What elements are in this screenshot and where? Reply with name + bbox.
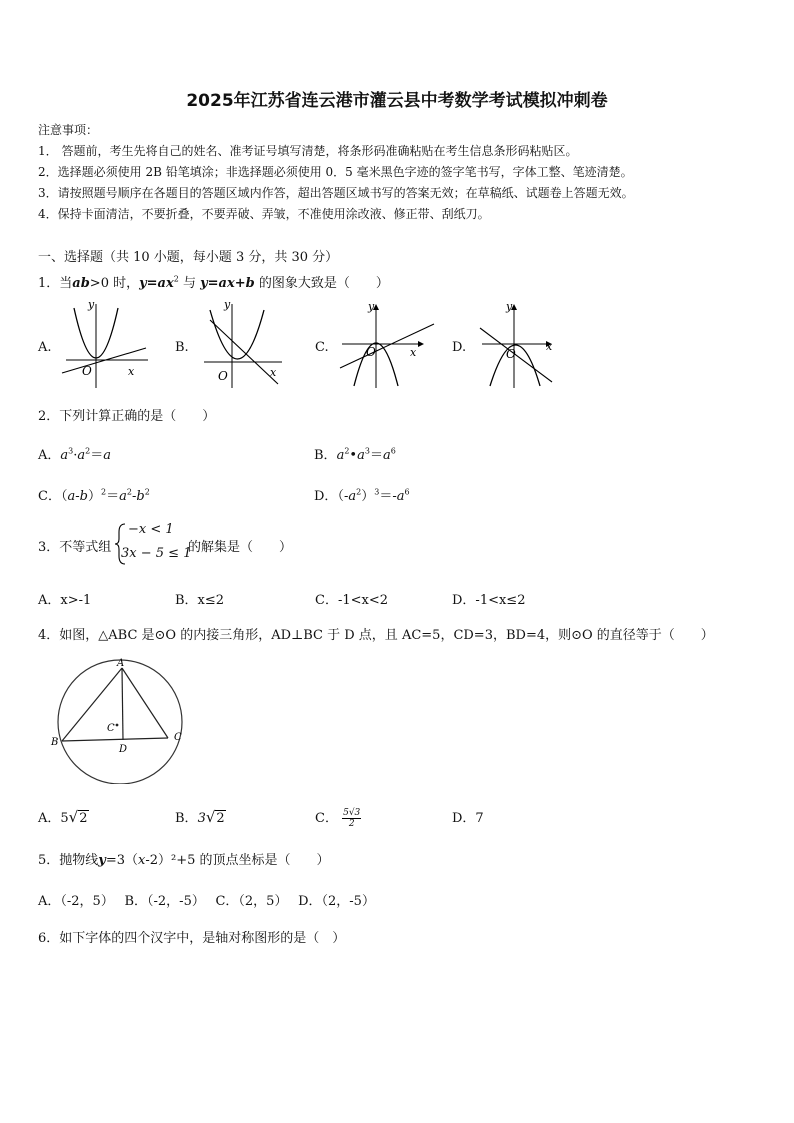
q1-graph-b xyxy=(198,298,298,390)
q4-option-b: B．3√2 xyxy=(175,808,225,826)
q1-a-axis-x: x xyxy=(128,365,135,378)
q4-label-a: A xyxy=(117,658,125,669)
q1-a-origin: O xyxy=(82,364,92,378)
notice-heading: 注意事项： xyxy=(38,123,99,137)
q1-graph-c xyxy=(336,298,440,390)
section-heading: 一、选择题（共 10 小题，每小题 3 分，共 30 分） xyxy=(38,250,339,265)
q1-graph-a xyxy=(58,298,158,390)
q1-b-axis-x: x xyxy=(270,366,277,379)
q1-graph-d xyxy=(474,298,570,390)
q1-d-axis-y: y xyxy=(506,300,513,313)
q4-label-center: C xyxy=(107,723,115,734)
page-title: 2025年江苏省连云港市灌云县中考数学考试模拟冲刺卷 xyxy=(186,91,608,111)
q2-option-c: C．$(a-b)^2=a^2-b^2$ xyxy=(38,487,150,504)
q3-inequality-2: 3x − 5 ≤ 1 xyxy=(121,546,192,561)
q1-a-axis-y: y xyxy=(88,298,95,311)
q1-d-origin: O xyxy=(506,347,516,361)
q4-circle-figure xyxy=(46,654,196,784)
q1-c-axis-x: x xyxy=(410,346,417,359)
q4-option-a: A．5√2 xyxy=(38,808,88,826)
question-1-stem: 1．当ab>0 时，$y=ax^2$ 与 y=ax+b 的图象大致是（ ） xyxy=(38,274,389,291)
q1-option-b-label: B. xyxy=(175,340,189,355)
q1-c-origin: O xyxy=(366,345,376,359)
q4-option-c: C． $\frac{5√3}{2}$ xyxy=(315,808,361,829)
q3-option-a: A．x>-1 xyxy=(38,593,92,608)
question-5-stem: 5．抛物线y=3（x-2）²+5 的顶点坐标是（ ） xyxy=(38,853,330,868)
q3-option-d: D．-1<x≤2 xyxy=(452,593,526,608)
q4-label-b: B xyxy=(51,737,59,748)
q1-option-d-label: D. xyxy=(452,340,467,355)
question-2-stem: 2．下列计算正确的是（ ） xyxy=(38,409,216,424)
notice-item-2: 2．选择题必须使用 2B 铅笔填涂；非选择题必须使用 0．5 毫米黑色字迹的签字笔书写，字体工整、笔迹清楚。 xyxy=(38,165,633,179)
notice-item-4: 4．保持卡面清洁，不要折叠，不要弄破、弄皱，不准使用涂改液、修正带、刮纸刀。 xyxy=(38,207,490,221)
q1-option-c-label: C. xyxy=(315,340,329,355)
question-3-prefix: 3．不等式组 xyxy=(38,540,112,555)
q3-inequality-1: −x < 1 xyxy=(128,522,174,537)
q3-option-c: C．-1<x<2 xyxy=(315,593,388,608)
q2-option-b: B．$a^2•a^3=a^6$ xyxy=(314,446,396,463)
question-4-stem: 4．如图，△ABC 是⊙O 的内接三角形，AD⊥BC 于 D 点，且 AC=5，CD=3，BD=4，则⊙O 的直径等于（ ） xyxy=(38,628,714,643)
q2-option-d: D．$(-a^2)^3=-a^6$ xyxy=(314,487,410,504)
question-3-tail: 的解集是（ ） xyxy=(188,540,293,555)
q1-c-axis-y: y xyxy=(368,300,375,313)
q1-d-axis-x: x xyxy=(546,340,553,353)
q4-label-d: D xyxy=(119,744,128,755)
q4-option-d: D．7 xyxy=(452,811,484,826)
q3-option-b: B．x≤2 xyxy=(175,593,225,608)
q1-b-axis-y: y xyxy=(224,298,231,311)
q1-b-origin: O xyxy=(218,369,228,383)
q1-option-a-label: A. xyxy=(38,340,52,355)
question-6-stem: 6．如下字体的四个汉字中，是轴对称图形的是（ ） xyxy=(38,931,346,946)
q5-options: A．（-2，5） B．（-2，-5） C．（2，5） D．（2，-5） xyxy=(38,894,375,909)
q4-label-c: C xyxy=(174,732,182,743)
q2-option-a: A．$a^3\cdot a^2=a$ xyxy=(38,446,112,463)
notice-item-1: 1． 答题前，考生先将自己的姓名、准考证号填写清楚，将条形码准确粘贴在考生信息条形码粘贴区。 xyxy=(38,144,578,158)
notice-item-3: 3．请按照题号顺序在各题目的答题区域内作答，超出答题区域书写的答案无效；在草稿纸、试题卷上答题无效。 xyxy=(38,186,634,200)
